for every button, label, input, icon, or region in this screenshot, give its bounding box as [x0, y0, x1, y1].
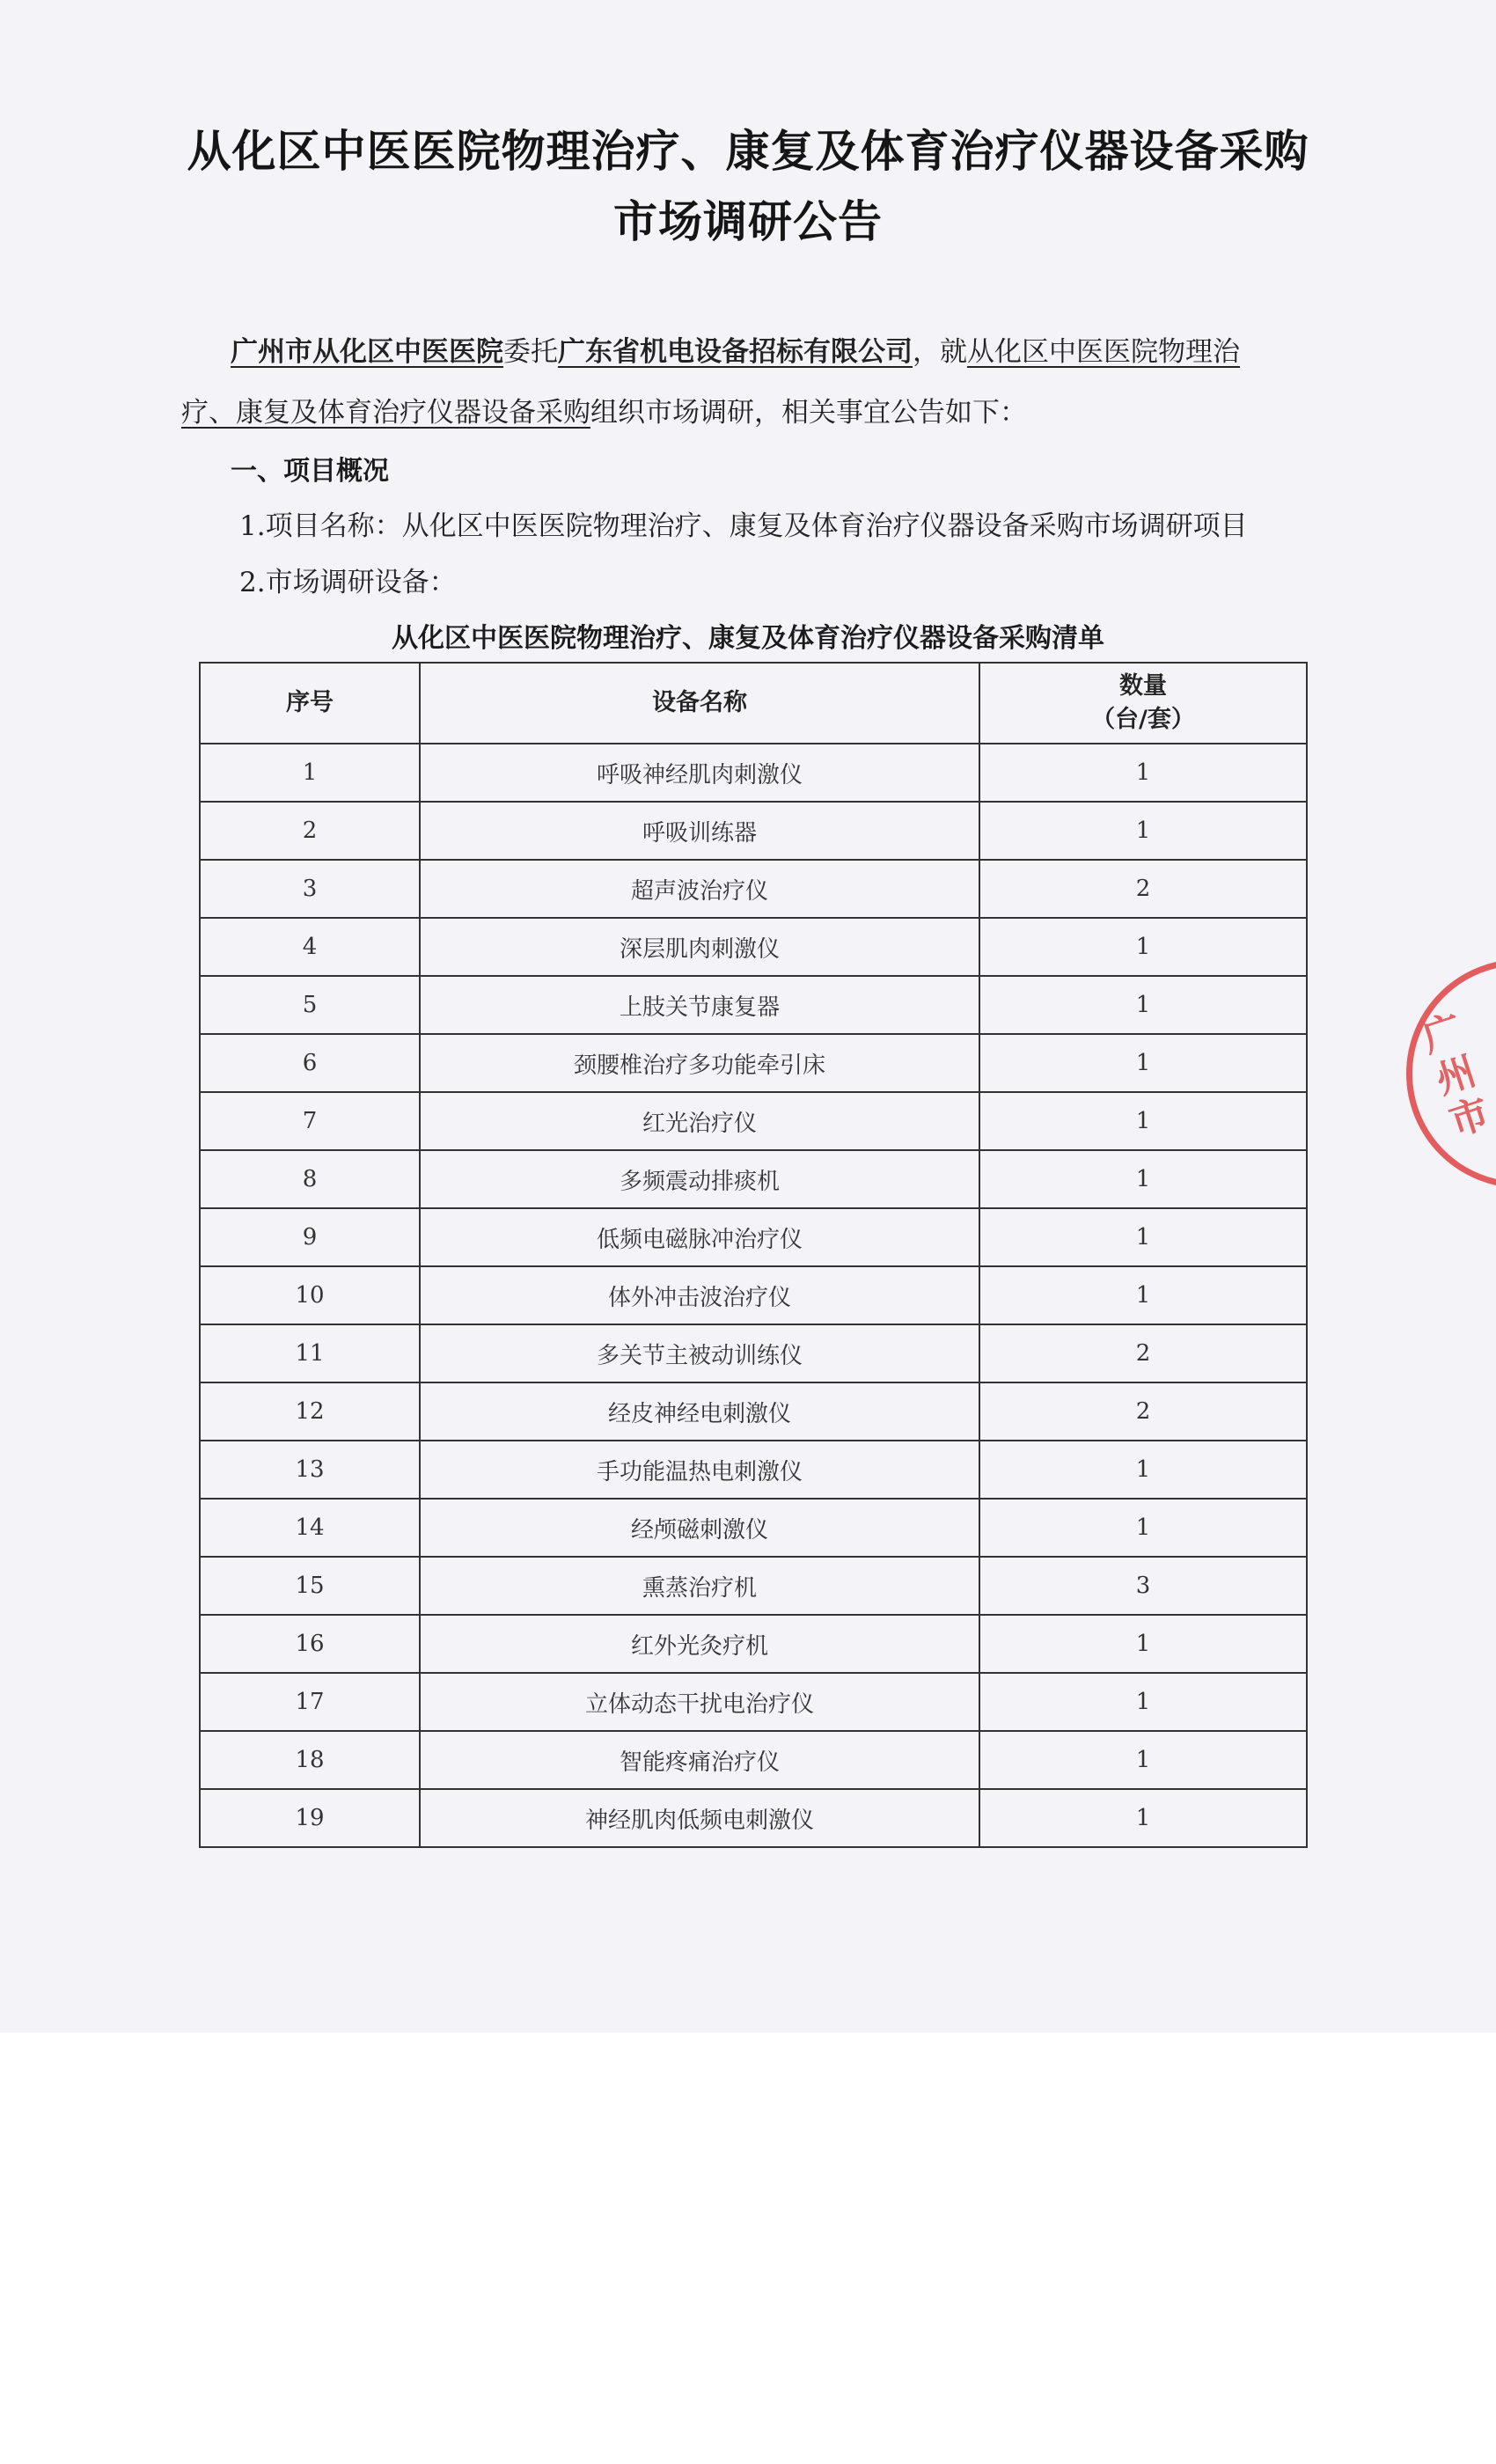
table-row: [200, 1673, 1307, 1731]
cell-equipment-name: 红光治疗仪: [420, 1092, 979, 1150]
cell-serial-no: 7: [200, 1092, 420, 1150]
project-name-part-b: 疗、康复及体育治疗仪器设备采购: [181, 397, 590, 429]
intro-text-3: 组织市场调研，相关事宜公告如下：: [590, 397, 1027, 429]
table-row: [200, 1266, 1307, 1324]
table-row: [200, 1382, 1307, 1441]
table-row: [200, 1557, 1307, 1615]
cell-quantity: 1: [979, 976, 1307, 1034]
cell-serial-no: 4: [200, 918, 420, 976]
cell-equipment-name: 超声波治疗仪: [420, 860, 979, 918]
header-quantity-label: 数量: [1119, 672, 1167, 700]
document-title-line-2: 市场调研公告: [613, 196, 883, 247]
cell-quantity: 1: [979, 918, 1307, 976]
cell-quantity: 1: [979, 1615, 1307, 1673]
table-row: [200, 1208, 1307, 1266]
table-row: [200, 802, 1307, 860]
header-quantity-unit: （台/套）: [1091, 706, 1195, 733]
cell-serial-no: 2: [200, 802, 420, 860]
cell-quantity: 1: [979, 1499, 1307, 1557]
cell-quantity: 1: [979, 1731, 1307, 1789]
cell-quantity: 1: [979, 1789, 1307, 1847]
cell-equipment-name: 经颅磁刺激仪: [420, 1499, 979, 1557]
table-row: [200, 1441, 1307, 1499]
cell-quantity: 1: [979, 1092, 1307, 1150]
cell-equipment-name: 立体动态干扰电治疗仪: [420, 1673, 979, 1731]
header-equipment-name: 设备名称: [420, 663, 979, 744]
cell-serial-no: 5: [200, 976, 420, 1034]
item-survey-equipment: 2.市场调研设备：: [239, 567, 457, 598]
intro-paragraph-line-2: [181, 390, 1027, 429]
cell-quantity: 3: [979, 1557, 1307, 1615]
table-row: [200, 1150, 1307, 1208]
cell-equipment-name: 颈腰椎治疗多功能牵引床: [420, 1034, 979, 1092]
cell-equipment-name: 呼吸神经肌肉刺激仪: [420, 744, 979, 802]
table-row: [200, 860, 1307, 918]
cell-equipment-name: 熏蒸治疗机: [420, 1557, 979, 1615]
cell-equipment-name: 深层肌肉刺激仪: [420, 918, 979, 976]
cell-quantity: 1: [979, 1034, 1307, 1092]
cell-quantity: 1: [979, 1150, 1307, 1208]
equipment-table: [199, 662, 1308, 1848]
cell-quantity: 1: [979, 1208, 1307, 1266]
cell-serial-no: 9: [200, 1208, 420, 1266]
table-row: [200, 1499, 1307, 1557]
table-row: [200, 918, 1307, 976]
header-quantity: [979, 663, 1307, 744]
purchaser-name: 广州市从化区中医医院: [231, 336, 503, 368]
cell-serial-no: 16: [200, 1615, 420, 1673]
table-caption: 从化区中医医院物理治疗、康复及体育治疗仪器设备采购清单: [392, 623, 1104, 654]
cell-equipment-name: 上肢关节康复器: [420, 976, 979, 1034]
intro-text-2: ，就: [913, 336, 967, 368]
cell-quantity: 1: [979, 1673, 1307, 1731]
cell-serial-no: 3: [200, 860, 420, 918]
intro-paragraph-line-1: [231, 329, 1240, 369]
table-body: [200, 744, 1307, 1847]
cell-serial-no: 6: [200, 1034, 420, 1092]
cell-serial-no: 15: [200, 1557, 420, 1615]
cell-serial-no: 10: [200, 1266, 420, 1324]
table-row: [200, 1789, 1307, 1847]
cell-quantity: 1: [979, 1441, 1307, 1499]
cell-quantity: 1: [979, 802, 1307, 860]
table-row: [200, 976, 1307, 1034]
document-title-line-1: 从化区中医医院物理治疗、康复及体育治疗仪器设备采购: [187, 126, 1309, 177]
cell-equipment-name: 手功能温热电刺激仪: [420, 1441, 979, 1499]
project-name-part-a: 从化区中医医院物理治: [967, 336, 1240, 368]
table-row: [200, 1731, 1307, 1789]
cell-equipment-name: 体外冲击波治疗仪: [420, 1266, 979, 1324]
table-row: [200, 1092, 1307, 1150]
table-row: [200, 1034, 1307, 1092]
cell-serial-no: 1: [200, 744, 420, 802]
cell-equipment-name: 多频震动排痰机: [420, 1150, 979, 1208]
item-project-name: 1.项目名称：从化区中医医院物理治疗、康复及体育治疗仪器设备采购市场调研项目: [239, 510, 1248, 542]
cell-quantity: 2: [979, 860, 1307, 918]
section-heading-overview: 一、项目概况: [231, 456, 389, 487]
cell-serial-no: 17: [200, 1673, 420, 1731]
table-header-row: [200, 663, 1307, 744]
cell-serial-no: 12: [200, 1382, 420, 1441]
cell-serial-no: 8: [200, 1150, 420, 1208]
cell-equipment-name: 低频电磁脉冲治疗仪: [420, 1208, 979, 1266]
cell-serial-no: 18: [200, 1731, 420, 1789]
cell-quantity: 1: [979, 1266, 1307, 1324]
cell-quantity: 2: [979, 1382, 1307, 1441]
cell-serial-no: 11: [200, 1324, 420, 1382]
cell-equipment-name: 经皮神经电刺激仪: [420, 1382, 979, 1441]
cell-equipment-name: 神经肌肉低频电刺激仪: [420, 1789, 979, 1847]
table-row: [200, 744, 1307, 802]
cell-serial-no: 14: [200, 1499, 420, 1557]
cell-serial-no: 19: [200, 1789, 420, 1847]
seal-stamp-text: 广州市: [1411, 1008, 1494, 1148]
cell-equipment-name: 多关节主被动训练仪: [420, 1324, 979, 1382]
cell-quantity: 1: [979, 744, 1307, 802]
cell-quantity: 2: [979, 1324, 1307, 1382]
header-serial-no: 序号: [200, 663, 420, 744]
cell-serial-no: 13: [200, 1441, 420, 1499]
table-row: [200, 1324, 1307, 1382]
agency-name: 广东省机电设备招标有限公司: [558, 336, 913, 368]
intro-text-1: 委托: [503, 336, 558, 368]
cell-equipment-name: 呼吸训练器: [420, 802, 979, 860]
cell-equipment-name: 智能疼痛治疗仪: [420, 1731, 979, 1789]
table-row: [200, 1615, 1307, 1673]
cell-equipment-name: 红外光灸疗机: [420, 1615, 979, 1673]
